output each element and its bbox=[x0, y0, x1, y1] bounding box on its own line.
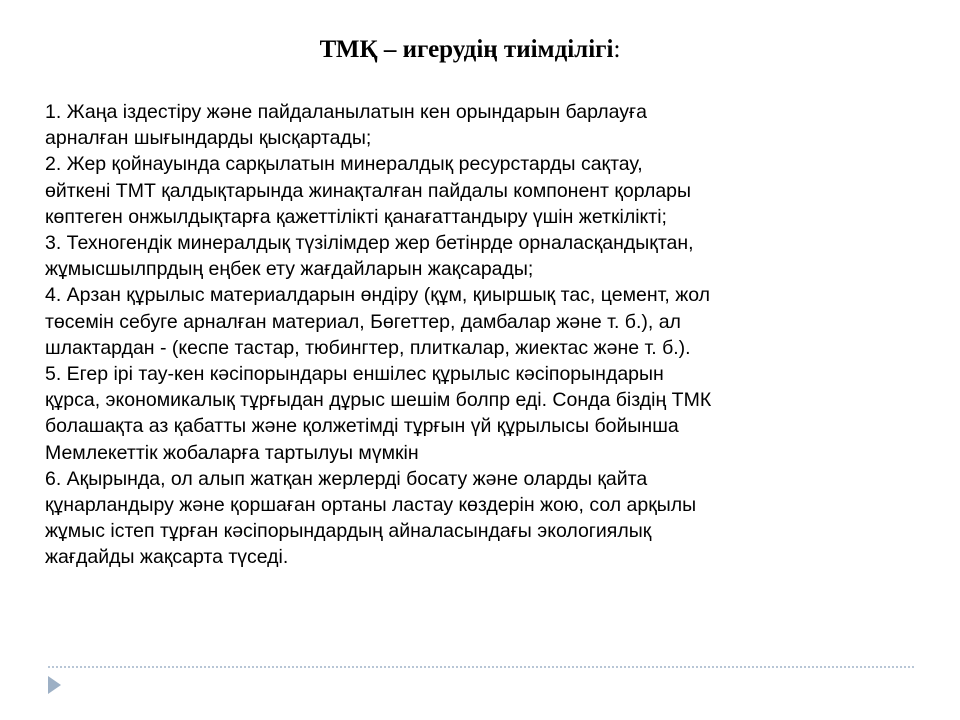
slide-body bbox=[45, 99, 915, 571]
paragraph-1: 1. Жаңа іздестіру және пайдаланылатын кен орындарын барлауға арналған шығындарды қысқартады; bbox=[45, 101, 648, 150]
slide-title-colon: : bbox=[613, 36, 621, 63]
paragraph-4: 4. Арзан құрылыс материалдарын өндіру (құм, қиыршық тас, цемент, жол төсемін себуге арналған материал, Бөгеттер, дамбалар және т. б.), ал шлактардан - (кеспе тастар, тюбингтер, плиткалар, жиектас және т. б.). bbox=[45, 284, 711, 359]
paragraph-2: 2. Жер қойнауында сарқылатын минералдық ресурстарды сақтау, өйткені ТМТ қалдықтарында жинақталған пайдалы компонент қорлары көптеген онжылдықтарға қажеттілікті қанағаттандыру үшін жеткілікті; bbox=[45, 153, 692, 228]
paragraph-5: 5. Егер ірі тау-кен кәсіпорындары еншілес құрылыс кәсіпорындарын құрса, экономикалық тұрғыдан дұрыс шешім болпр еді. Сонда біздің ТМК болашақта аз қабатты және қолжетімді тұрғын үй құрылысы бойынша Мемлекеттік жобаларға тартылуы мүмкін bbox=[45, 363, 712, 464]
triangle-bullet-icon bbox=[48, 676, 61, 694]
slide-title bbox=[0, 36, 940, 64]
paragraph-3: 3. Техногендік минералдық түзілімдер жер бетінрде орналасқандықтан, жұмысшылпрдың еңбек ету жағдайларын жақсарады; bbox=[45, 232, 694, 281]
paragraph-6: 6. Ақырында, ол алып жатқан жерлерді босату және оларды қайта құнарландыру және қоршаған ортаны ластау көздерін жою, сол арқылы жұмыс істеп тұрған кәсіпорындардың айналасындағы экологиялық жағдайды жақсарта түседі. bbox=[45, 467, 697, 569]
footer-divider bbox=[48, 666, 914, 668]
slide-title-text: ТМҚ – игерудің тиімділігі bbox=[319, 36, 614, 63]
